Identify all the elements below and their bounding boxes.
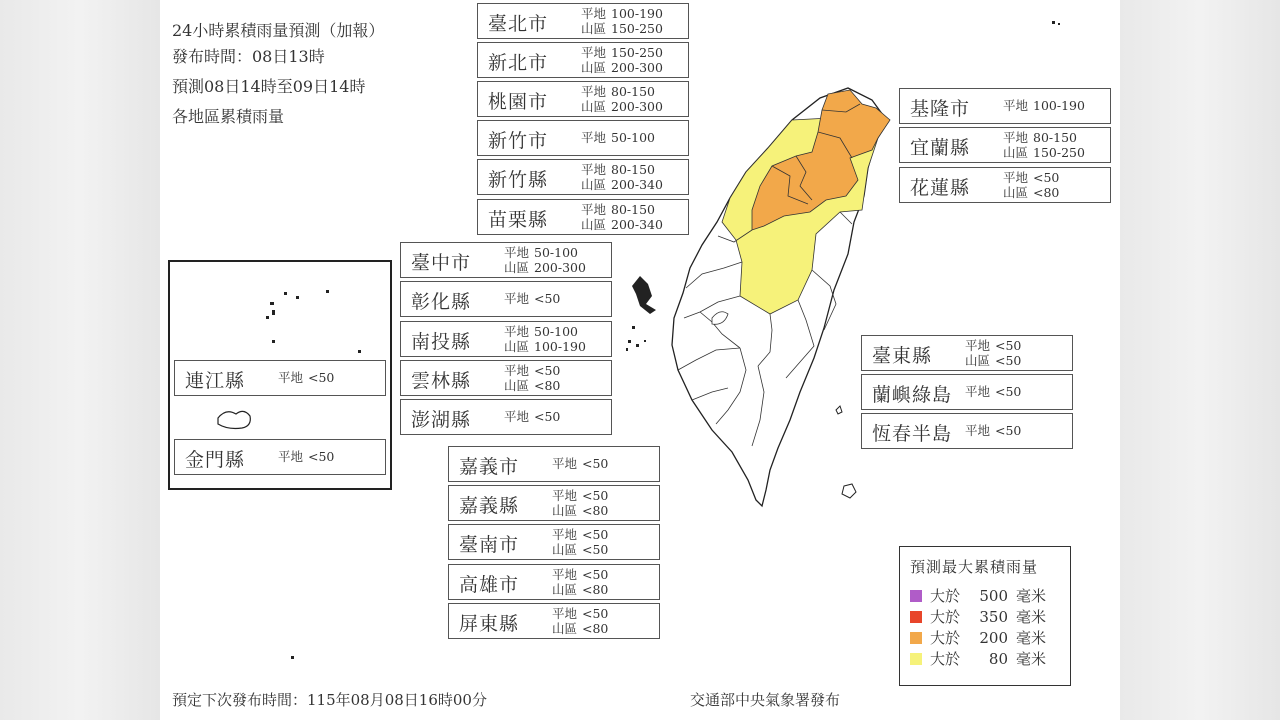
region-box-new-taipei [477, 42, 689, 78]
region-box-pingtung [448, 603, 660, 639]
region-box-chiayi-county [448, 485, 660, 521]
region-box-yunlin [400, 360, 612, 396]
region-name: 嘉義市 [459, 456, 520, 478]
legend-title: 預測最大累積雨量 [910, 558, 1039, 576]
region-name: 連江縣 [185, 370, 246, 392]
legend-swatch [910, 653, 922, 665]
rainfall-values: 平地 <50 山區 <80 [552, 567, 609, 597]
rainfall-values: 平地 100-190 [1003, 98, 1085, 113]
rainfall-values: 平地 50-100 山區 100-190 [504, 324, 586, 354]
region-name: 蘭嶼綠島 [872, 384, 953, 406]
rainfall-values: 平地 <50 山區 <50 [965, 338, 1022, 368]
region-box-taitung [861, 335, 1073, 371]
region-box-hsinchu-county [477, 159, 689, 195]
rainfall-values: 平地 150-250 山區 200-300 [581, 45, 663, 75]
region-box-lienchiang [174, 360, 386, 396]
rainfall-values: 平地 <50 山區 <80 [1003, 170, 1060, 200]
region-name: 恆春半島 [872, 423, 953, 445]
region-box-hsinchu-city [477, 120, 689, 156]
region-name: 臺東縣 [872, 345, 933, 367]
region-name: 嘉義縣 [459, 495, 520, 517]
region-name: 新北市 [488, 52, 549, 74]
rainfall-values: 平地 80-150 山區 200-340 [581, 162, 663, 192]
region-box-taoyuan [477, 81, 689, 117]
rainfall-values: 平地 <50 [965, 423, 1022, 438]
rainfall-values: 平地 <50 山區 <80 [504, 363, 561, 393]
rainfall-values: 平地 100-190 山區 150-250 [581, 6, 663, 36]
region-name: 基隆市 [910, 98, 971, 120]
publisher: 交通部中央氣象署發布 [690, 691, 841, 709]
rainfall-values: 平地 <50 山區 <80 [552, 488, 609, 518]
rainfall-values: 平地 50-100 [581, 130, 655, 145]
region-box-hengchun [861, 413, 1073, 449]
region-name: 金門縣 [185, 449, 246, 471]
legend-item: 大於 200 毫米 [910, 627, 1046, 648]
next-issue-time: 預定下次發布時間：115年08月08日16時00分 [172, 691, 487, 709]
region-name: 南投縣 [411, 331, 472, 353]
region-name: 苗栗縣 [488, 209, 549, 231]
region-name: 彰化縣 [411, 291, 472, 313]
region-box-miaoli [477, 199, 689, 235]
region-name: 臺北市 [488, 13, 549, 35]
rainfall-values: 平地 <50 山區 <80 [552, 606, 609, 636]
rainfall-values: 平地 80-150 山區 200-300 [581, 84, 663, 114]
legend-swatch [910, 611, 922, 623]
region-name: 新竹縣 [488, 169, 549, 191]
region-name: 臺中市 [411, 252, 472, 274]
rainfall-values: 平地 80-150 山區 150-250 [1003, 130, 1085, 160]
issue-time: 發布時間：08日13時 [172, 47, 325, 66]
region-name: 臺南市 [459, 534, 520, 556]
legend-swatch [910, 590, 922, 602]
region-name: 雲林縣 [411, 370, 472, 392]
rainfall-values: 平地 <50 [552, 456, 609, 471]
legend-item: 大於 350 毫米 [910, 606, 1046, 627]
forecast-subtitle: 各地區累積雨量 [172, 107, 285, 126]
region-box-tainan [448, 524, 660, 560]
region-name: 屏東縣 [459, 613, 520, 635]
region-name: 新竹市 [488, 130, 549, 152]
region-box-penghu [400, 399, 612, 435]
region-name: 宜蘭縣 [910, 137, 971, 159]
region-box-hualien [899, 167, 1111, 203]
legend-item: 大於 500 毫米 [910, 585, 1046, 606]
region-box-taipei-city [477, 3, 689, 39]
region-box-lanyu-ludao [861, 374, 1073, 410]
rainfall-values: 平地 80-150 山區 200-340 [581, 202, 663, 232]
region-name: 花蓮縣 [910, 177, 971, 199]
region-name: 澎湖縣 [411, 409, 472, 431]
region-box-kinmen [174, 439, 386, 475]
rainfall-values: 平地 <50 [965, 384, 1022, 399]
forecast-title: 24小時累積雨量預測（加報） [172, 21, 385, 40]
rainfall-values: 平地 50-100 山區 200-300 [504, 245, 586, 275]
rainfall-values: 平地 <50 [278, 370, 335, 385]
region-box-nantou [400, 321, 612, 357]
region-name: 高雄市 [459, 574, 520, 596]
region-box-yilan [899, 127, 1111, 163]
rainfall-values: 平地 <50 [278, 449, 335, 464]
region-box-chiayi-city [448, 446, 660, 482]
region-box-keelung [899, 88, 1111, 124]
region-box-taichung [400, 242, 612, 278]
forecast-period: 預測08日14時至09日14時 [172, 77, 366, 96]
legend-swatch [910, 632, 922, 644]
region-box-changhua [400, 281, 612, 317]
rainfall-values: 平地 <50 山區 <50 [552, 527, 609, 557]
region-box-kaohsiung [448, 564, 660, 600]
legend-item: 大於 80 毫米 [910, 648, 1046, 669]
rainfall-values: 平地 <50 [504, 291, 561, 306]
region-name: 桃園市 [488, 91, 549, 113]
rainfall-legend [899, 546, 1071, 686]
rainfall-values: 平地 <50 [504, 409, 561, 424]
